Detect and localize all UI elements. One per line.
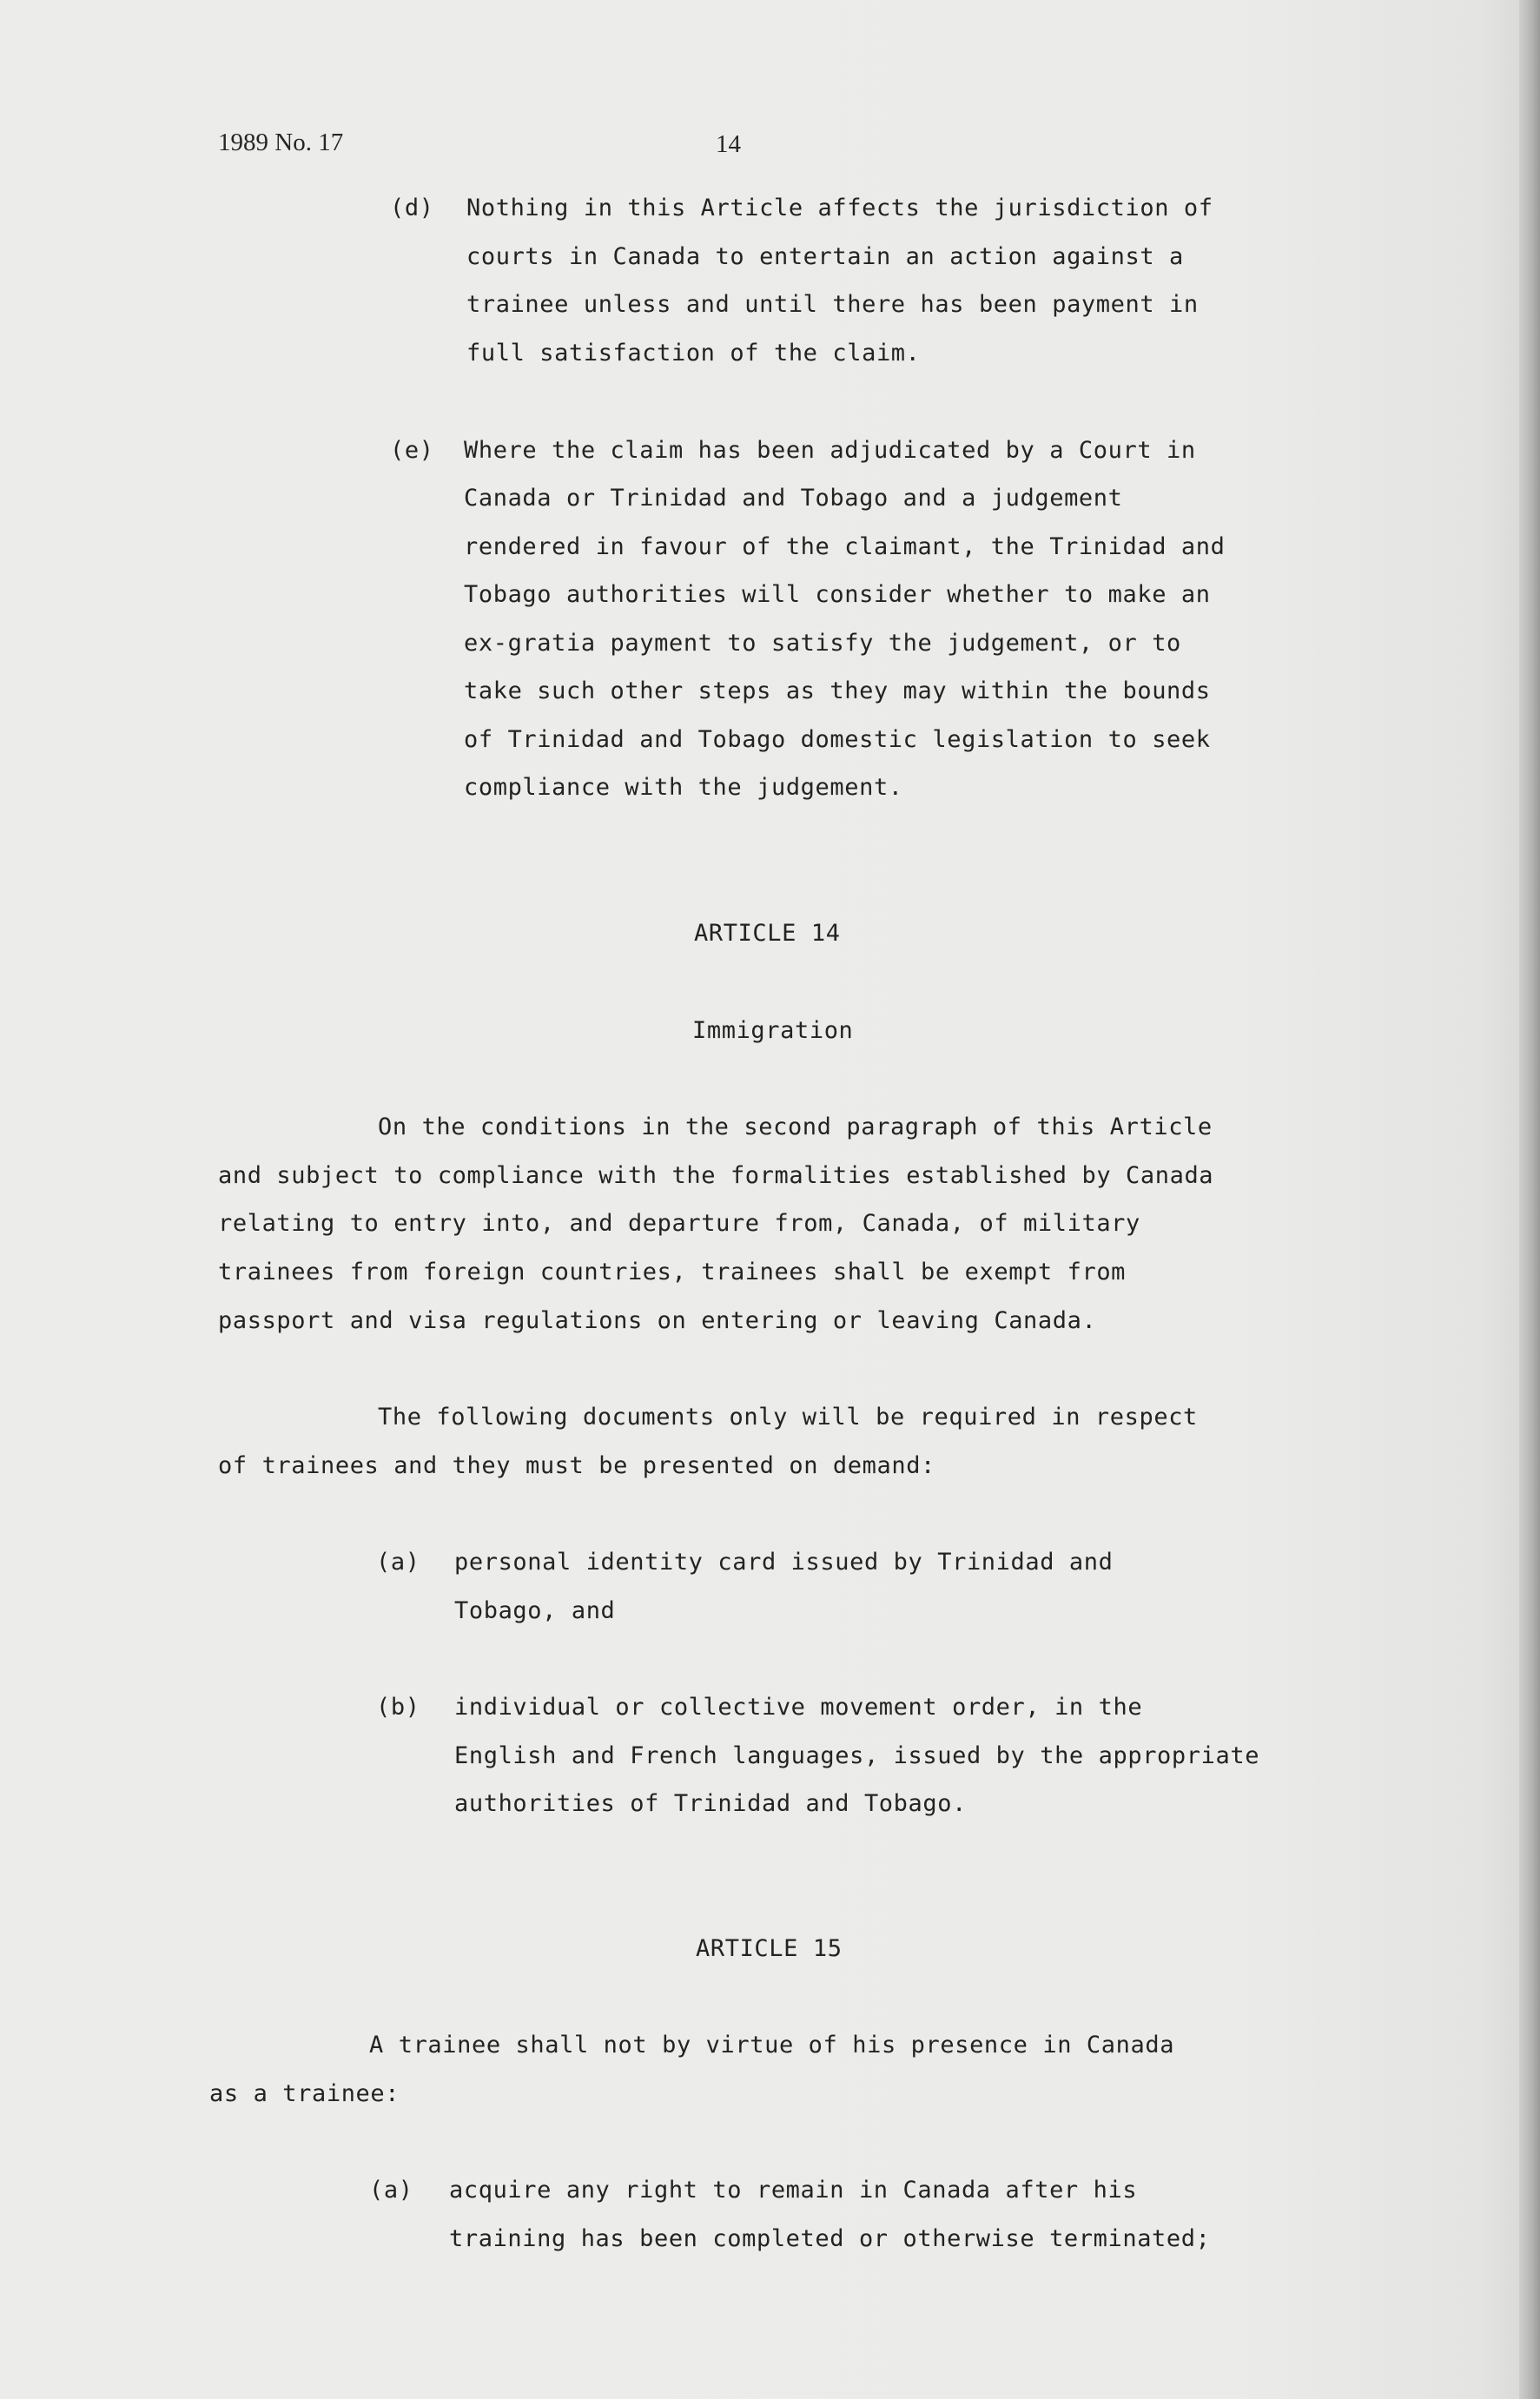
- clause-d-line-3: trainee unless and until there has been payment in: [466, 291, 1199, 318]
- article-14-heading: ARTICLE 14: [694, 920, 841, 947]
- clause-d-line-2: courts in Canada to entertain an action against a: [466, 243, 1184, 270]
- article-14-para2-line-2: of trainees and they must be presented on demand:: [218, 1452, 935, 1479]
- article-15-heading: ARTICLE 15: [696, 1935, 843, 1962]
- clause-e-line-4: Tobago authorities will consider whether to make an: [464, 581, 1211, 608]
- article-15-intro-line-2: as a trainee:: [209, 2080, 400, 2107]
- article-14-para1-line-5: passport and visa regulations on entering or leaving Canada.: [218, 1307, 1097, 1334]
- article-15-item-a-marker: (a): [369, 2177, 413, 2204]
- page-number: 14: [716, 130, 741, 158]
- clause-e-line-3: rendered in favour of the claimant, the Trinidad and: [464, 533, 1226, 560]
- article-15-item-a-line-2: training has been completed or otherwise terminated;: [449, 2225, 1211, 2252]
- page-header-year-number: 1989 No. 17: [218, 129, 344, 156]
- article-14-item-b-line-3: authorities of Trinidad and Tobago.: [454, 1790, 967, 1817]
- article-14-item-a-line-1: personal identity card issued by Trinidad and: [454, 1549, 1114, 1576]
- article-15-item-a-line-1: acquire any right to remain in Canada after his: [449, 2177, 1138, 2204]
- clause-d-line-4: full satisfaction of the claim.: [466, 340, 921, 367]
- clause-d-marker: (d): [390, 195, 434, 221]
- clause-e-line-7: of Trinidad and Tobago domestic legislation to seek: [464, 726, 1211, 753]
- article-14-para1-line-3: relating to entry into, and departure from, Canada, of military: [218, 1210, 1140, 1237]
- clause-e-marker: (e): [390, 437, 434, 464]
- article-14-item-b-line-1: individual or collective movement order, in the: [454, 1694, 1143, 1721]
- clause-e-line-6: take such other steps as they may within the bounds: [464, 677, 1211, 704]
- article-14-subheading: Immigration: [692, 1017, 854, 1044]
- clause-e-line-1: Where the claim has been adjudicated by a Court in: [464, 437, 1196, 464]
- article-14-para1-line-4: trainees from foreign countries, trainees shall be exempt from: [218, 1259, 1127, 1285]
- clause-e-line-5: ex-gratia payment to satisfy the judgement, or to: [464, 630, 1181, 657]
- clause-d-line-1: Nothing in this Article affects the jurisdiction of: [466, 195, 1213, 221]
- article-14-item-a-line-2: Tobago, and: [454, 1597, 616, 1624]
- article-14-para1-line-1: On the conditions in the second paragraph of this Article: [378, 1114, 1213, 1140]
- article-14-item-b-marker: (b): [376, 1694, 420, 1721]
- clause-e-line-2: Canada or Trinidad and Tobago and a judgement: [464, 485, 1123, 512]
- clause-e-line-8: compliance with the judgement.: [464, 774, 903, 801]
- page-spine-shadow: [1519, 0, 1540, 2399]
- article-14-item-a-marker: (a): [376, 1549, 420, 1576]
- article-15-intro-line-1: A trainee shall not by virtue of his presence in Canada: [369, 2032, 1175, 2059]
- article-14-item-b-line-2: English and French languages, issued by the appropriate: [454, 1742, 1260, 1769]
- article-14-para1-line-2: and subject to compliance with the formalities established by Canada: [218, 1162, 1214, 1189]
- article-14-para2-line-1: The following documents only will be required in respect: [378, 1404, 1198, 1431]
